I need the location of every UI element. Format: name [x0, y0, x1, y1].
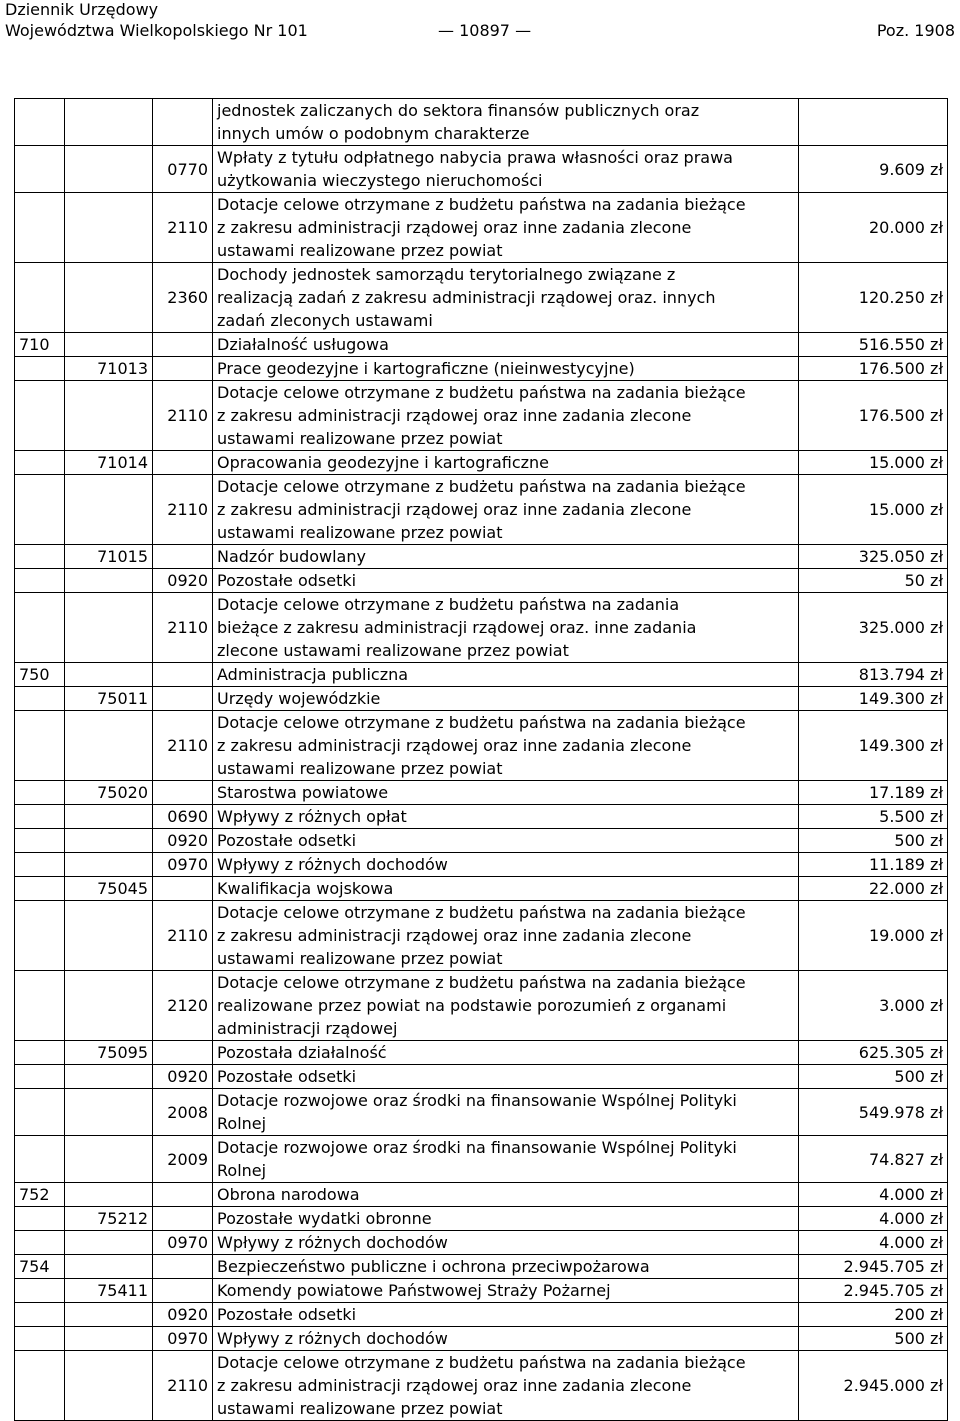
- amount-cell: 500 zł: [799, 829, 948, 853]
- amount-cell: 120.250 zł: [799, 263, 948, 333]
- table-row: [15, 569, 948, 593]
- table-row: [15, 475, 948, 545]
- paragraf-cell: 2110: [153, 475, 213, 545]
- amount-cell: 149.300 zł: [799, 687, 948, 711]
- paragraf-cell: 0920: [153, 1065, 213, 1089]
- description-cell: [213, 593, 799, 663]
- paragraf-cell: [153, 687, 213, 711]
- description-line: Administracja publiczna: [217, 665, 409, 684]
- table-row: [15, 1089, 948, 1136]
- paragraf-cell: [153, 1183, 213, 1207]
- dzial-cell: [15, 877, 65, 901]
- description-line: Nadzór budowlany: [217, 547, 366, 566]
- description-line: jednostek zaliczanych do sektora finansów publicznych oraz: [217, 101, 700, 120]
- paragraf-cell: [153, 1207, 213, 1231]
- paragraf-cell: [153, 357, 213, 381]
- table-row: [15, 357, 948, 381]
- table-row: [15, 711, 948, 781]
- paragraf-cell: [153, 99, 213, 146]
- description-cell: [213, 781, 799, 805]
- paragraf-cell: 2110: [153, 901, 213, 971]
- description-cell: [213, 1183, 799, 1207]
- description-line: zlecone ustawami realizowane przez powiat: [217, 641, 569, 660]
- table-row: [15, 1351, 948, 1421]
- table-row: [15, 1255, 948, 1279]
- table-row: [15, 193, 948, 263]
- paragraf-cell: 0920: [153, 569, 213, 593]
- dzial-cell: [15, 193, 65, 263]
- description-cell: [213, 99, 799, 146]
- paragraf-cell: 0920: [153, 1303, 213, 1327]
- description-line: Rolnej: [217, 1114, 267, 1133]
- description-line: Opracowania geodezyjne i kartograficzne: [217, 453, 550, 472]
- amount-cell: 2.945.705 zł: [799, 1279, 948, 1303]
- paragraf-cell: [153, 877, 213, 901]
- dzial-cell: [15, 971, 65, 1041]
- dzial-cell: [15, 1303, 65, 1327]
- rozdzial-cell: [65, 146, 153, 193]
- paragraf-cell: [153, 1041, 213, 1065]
- amount-cell: 19.000 zł: [799, 901, 948, 971]
- rozdzial-cell: [65, 569, 153, 593]
- description-line: Pozostałe odsetki: [217, 831, 357, 850]
- description-line: ustawami realizowane przez powiat: [217, 949, 503, 968]
- description-cell: [213, 263, 799, 333]
- rozdzial-cell: [65, 1183, 153, 1207]
- description-line: innych umów o podobnym charakterze: [217, 124, 530, 143]
- table-row: [15, 1207, 948, 1231]
- description-line: Pozostałe odsetki: [217, 1305, 357, 1324]
- amount-cell: 50 zł: [799, 569, 948, 593]
- paragraf-cell: [153, 451, 213, 475]
- description-line: Rolnej: [217, 1161, 267, 1180]
- dzial-cell: [15, 451, 65, 475]
- description-line: Starostwa powiatowe: [217, 783, 389, 802]
- dzial-cell: [15, 805, 65, 829]
- description-cell: [213, 1327, 799, 1351]
- table-row: [15, 381, 948, 451]
- amount-cell: 4.000 zł: [799, 1231, 948, 1255]
- description-line: Dochody jednostek samorządu terytorialnego związane z: [217, 265, 676, 284]
- dzial-cell: [15, 357, 65, 381]
- description-cell: [213, 901, 799, 971]
- paragraf-cell: 0690: [153, 805, 213, 829]
- amount-cell: 74.827 zł: [799, 1136, 948, 1183]
- description-line: Obrona narodowa: [217, 1185, 360, 1204]
- table-row: [15, 1303, 948, 1327]
- dzial-cell: [15, 1065, 65, 1089]
- description-line: z zakresu administracji rządowej oraz inne zadania zlecone: [217, 736, 692, 755]
- paragraf-cell: 2110: [153, 1351, 213, 1421]
- rozdzial-cell: [65, 99, 153, 146]
- rozdzial-cell: 71013: [65, 357, 153, 381]
- amount-cell: 516.550 zł: [799, 333, 948, 357]
- description-line: Wpływy z różnych dochodów: [217, 1329, 448, 1348]
- description-cell: [213, 1041, 799, 1065]
- description-cell: [213, 193, 799, 263]
- paragraf-cell: [153, 663, 213, 687]
- dzial-cell: 750: [15, 663, 65, 687]
- description-cell: [213, 805, 799, 829]
- paragraf-cell: [153, 781, 213, 805]
- table-row: [15, 1327, 948, 1351]
- rozdzial-cell: [65, 1089, 153, 1136]
- rozdzial-cell: [65, 663, 153, 687]
- rozdzial-cell: 71015: [65, 545, 153, 569]
- rozdzial-cell: [65, 263, 153, 333]
- description-line: administracji rządowej: [217, 1019, 398, 1038]
- amount-cell: 17.189 zł: [799, 781, 948, 805]
- paragraf-cell: 2008: [153, 1089, 213, 1136]
- dzial-cell: 752: [15, 1183, 65, 1207]
- description-line: Wpływy z różnych dochodów: [217, 855, 448, 874]
- dzial-cell: [15, 569, 65, 593]
- dzial-cell: [15, 263, 65, 333]
- description-line: Kwalifikacja wojskowa: [217, 879, 394, 898]
- description-cell: [213, 663, 799, 687]
- description-cell: [213, 1089, 799, 1136]
- description-line: z zakresu administracji rządowej oraz inne zadania zlecone: [217, 406, 692, 425]
- amount-cell: 500 zł: [799, 1327, 948, 1351]
- description-line: realizowane przez powiat na podstawie porozumień z organami: [217, 996, 727, 1015]
- description-cell: [213, 853, 799, 877]
- amount-cell: 4.000 zł: [799, 1183, 948, 1207]
- paragraf-cell: 0970: [153, 853, 213, 877]
- description-cell: [213, 1136, 799, 1183]
- description-cell: [213, 333, 799, 357]
- amount-cell: 500 zł: [799, 1065, 948, 1089]
- rozdzial-cell: [65, 381, 153, 451]
- dzial-cell: [15, 1089, 65, 1136]
- description-line: bieżące z zakresu administracji rządowej oraz. inne zadania: [217, 618, 697, 637]
- paragraf-cell: 0920: [153, 829, 213, 853]
- description-line: Dotacje celowe otrzymane z budżetu państwa na zadania bieżące: [217, 195, 746, 214]
- description-cell: [213, 146, 799, 193]
- amount-cell: 22.000 zł: [799, 877, 948, 901]
- amount-cell: 5.500 zł: [799, 805, 948, 829]
- description-line: Pozostałe odsetki: [217, 1067, 357, 1086]
- rozdzial-cell: [65, 1303, 153, 1327]
- description-line: ustawami realizowane przez powiat: [217, 1399, 503, 1418]
- table-row: [15, 146, 948, 193]
- description-cell: [213, 711, 799, 781]
- amount-cell: 325.000 zł: [799, 593, 948, 663]
- rozdzial-cell: [65, 1136, 153, 1183]
- description-cell: [213, 1303, 799, 1327]
- description-line: Wpływy z różnych opłat: [217, 807, 407, 826]
- rozdzial-cell: 75045: [65, 877, 153, 901]
- page-header: [5, 0, 955, 44]
- dzial-cell: [15, 99, 65, 146]
- amount-cell: 176.500 zł: [799, 381, 948, 451]
- table-row: [15, 829, 948, 853]
- description-line: ustawami realizowane przez powiat: [217, 429, 503, 448]
- amount-cell: 149.300 zł: [799, 711, 948, 781]
- table-row: [15, 333, 948, 357]
- dzial-cell: [15, 711, 65, 781]
- position-number: Poz. 1908: [876, 21, 955, 40]
- description-line: Dotacje celowe otrzymane z budżetu państwa na zadania bieżące: [217, 1353, 746, 1372]
- amount-cell: 15.000 zł: [799, 451, 948, 475]
- description-cell: [213, 1279, 799, 1303]
- paragraf-cell: 0770: [153, 146, 213, 193]
- description-line: użytkowania wieczystego nieruchomości: [217, 171, 543, 190]
- table-row: [15, 971, 948, 1041]
- description-cell: [213, 971, 799, 1041]
- description-line: z zakresu administracji rządowej oraz inne zadania zlecone: [217, 926, 692, 945]
- paragraf-cell: 2360: [153, 263, 213, 333]
- amount-cell: 2.945.705 zł: [799, 1255, 948, 1279]
- table-row: [15, 805, 948, 829]
- amount-cell: 325.050 zł: [799, 545, 948, 569]
- description-line: z zakresu administracji rządowej oraz inne zadania zlecone: [217, 218, 692, 237]
- dzial-cell: [15, 829, 65, 853]
- table-row: [15, 853, 948, 877]
- description-line: Pozostałe wydatki obronne: [217, 1209, 432, 1228]
- description-cell: [213, 1065, 799, 1089]
- amount-cell: [799, 99, 948, 146]
- dzial-cell: [15, 687, 65, 711]
- paragraf-cell: 0970: [153, 1327, 213, 1351]
- dzial-cell: [15, 1327, 65, 1351]
- paragraf-cell: 2120: [153, 971, 213, 1041]
- description-cell: [213, 451, 799, 475]
- table-row: [15, 263, 948, 333]
- paragraf-cell: 2110: [153, 381, 213, 451]
- amount-cell: 549.978 zł: [799, 1089, 948, 1136]
- description-line: Dotacje celowe otrzymane z budżetu państwa na zadania bieżące: [217, 903, 746, 922]
- description-cell: [213, 877, 799, 901]
- table-row: [15, 1041, 948, 1065]
- rozdzial-cell: 71014: [65, 451, 153, 475]
- rozdzial-cell: 75212: [65, 1207, 153, 1231]
- dzial-cell: 710: [15, 333, 65, 357]
- amount-cell: 813.794 zł: [799, 663, 948, 687]
- description-line: ustawami realizowane przez powiat: [217, 523, 503, 542]
- rozdzial-cell: [65, 805, 153, 829]
- table-row: [15, 451, 948, 475]
- description-cell: [213, 381, 799, 451]
- description-cell: [213, 475, 799, 545]
- dzial-cell: [15, 1207, 65, 1231]
- description-cell: [213, 829, 799, 853]
- amount-cell: 2.945.000 zł: [799, 1351, 948, 1421]
- rozdzial-cell: [65, 901, 153, 971]
- paragraf-cell: [153, 1279, 213, 1303]
- description-line: Dotacje celowe otrzymane z budżetu państwa na zadania bieżące: [217, 477, 746, 496]
- journal-title: Dziennik Urzędowy: [5, 0, 159, 19]
- amount-cell: 176.500 zł: [799, 357, 948, 381]
- rozdzial-cell: 75411: [65, 1279, 153, 1303]
- description-line: Dotacje celowe otrzymane z budżetu państwa na zadania: [217, 595, 680, 614]
- paragraf-cell: 0970: [153, 1231, 213, 1255]
- description-line: Urzędy wojewódzkie: [217, 689, 381, 708]
- description-line: Pozostała działalność: [217, 1043, 387, 1062]
- table-row: [15, 593, 948, 663]
- description-line: Prace geodezyjne i kartograficzne (nieinwestycyjne): [217, 359, 635, 378]
- description-line: ustawami realizowane przez powiat: [217, 241, 503, 260]
- description-line: Działalność usługowa: [217, 335, 389, 354]
- dzial-cell: [15, 1351, 65, 1421]
- description-line: z zakresu administracji rządowej oraz inne zadania zlecone: [217, 1376, 692, 1395]
- description-line: Wpływy z różnych dochodów: [217, 1233, 448, 1252]
- description-cell: [213, 1255, 799, 1279]
- rozdzial-cell: [65, 1351, 153, 1421]
- rozdzial-cell: [65, 711, 153, 781]
- rozdzial-cell: [65, 193, 153, 263]
- rozdzial-cell: [65, 593, 153, 663]
- description-line: Dotacje rozwojowe oraz środki na finansowanie Wspólnej Polityki: [217, 1138, 737, 1157]
- rozdzial-cell: [65, 829, 153, 853]
- rozdzial-cell: [65, 475, 153, 545]
- description-cell: [213, 357, 799, 381]
- rozdzial-cell: [65, 1231, 153, 1255]
- table-row: [15, 1183, 948, 1207]
- table-row: [15, 781, 948, 805]
- amount-cell: 9.609 zł: [799, 146, 948, 193]
- description-cell: [213, 569, 799, 593]
- description-line: ustawami realizowane przez powiat: [217, 759, 503, 778]
- table-row: [15, 1136, 948, 1183]
- rozdzial-cell: [65, 971, 153, 1041]
- amount-cell: 4.000 zł: [799, 1207, 948, 1231]
- dzial-cell: 754: [15, 1255, 65, 1279]
- dzial-cell: [15, 381, 65, 451]
- paragraf-cell: [153, 545, 213, 569]
- budget-income-table: [14, 98, 948, 1421]
- description-cell: [213, 1351, 799, 1421]
- table-row: [15, 901, 948, 971]
- page-number: — 10897 —: [438, 21, 532, 40]
- amount-cell: 625.305 zł: [799, 1041, 948, 1065]
- budget-table-body: [15, 99, 948, 1421]
- rozdzial-cell: 75011: [65, 687, 153, 711]
- amount-cell: 15.000 zł: [799, 475, 948, 545]
- dzial-cell: [15, 781, 65, 805]
- dzial-cell: [15, 901, 65, 971]
- paragraf-cell: [153, 1255, 213, 1279]
- description-line: Bezpieczeństwo publiczne i ochrona przeciwpożarowa: [217, 1257, 650, 1276]
- rozdzial-cell: [65, 853, 153, 877]
- dzial-cell: [15, 146, 65, 193]
- paragraf-cell: 2110: [153, 593, 213, 663]
- rozdzial-cell: [65, 333, 153, 357]
- rozdzial-cell: [65, 1327, 153, 1351]
- table-row: [15, 1279, 948, 1303]
- description-line: Pozostałe odsetki: [217, 571, 357, 590]
- dzial-cell: [15, 545, 65, 569]
- paragraf-cell: 2110: [153, 193, 213, 263]
- amount-cell: 20.000 zł: [799, 193, 948, 263]
- description-line: Dotacje celowe otrzymane z budżetu państwa na zadania bieżące: [217, 713, 746, 732]
- description-line: z zakresu administracji rządowej oraz inne zadania zlecone: [217, 500, 692, 519]
- description-cell: [213, 687, 799, 711]
- rozdzial-cell: [65, 1065, 153, 1089]
- dzial-cell: [15, 475, 65, 545]
- description-cell: [213, 1207, 799, 1231]
- amount-cell: 200 zł: [799, 1303, 948, 1327]
- paragraf-cell: [153, 333, 213, 357]
- dzial-cell: [15, 593, 65, 663]
- description-cell: [213, 1231, 799, 1255]
- table-row: [15, 545, 948, 569]
- description-line: Komendy powiatowe Państwowej Straży Pożarnej: [217, 1281, 611, 1300]
- table-row: [15, 99, 948, 146]
- table-row: [15, 663, 948, 687]
- table-row: [15, 877, 948, 901]
- dzial-cell: [15, 1136, 65, 1183]
- paragraf-cell: 2110: [153, 711, 213, 781]
- journal-issue: Województwa Wielkopolskiego Nr 101: [5, 21, 308, 40]
- description-line: Wpłaty z tytułu odpłatnego nabycia prawa własności oraz prawa: [217, 148, 733, 167]
- paragraf-cell: 2009: [153, 1136, 213, 1183]
- description-line: realizacją zadań z zakresu administracji rządowej oraz. innych: [217, 288, 716, 307]
- amount-cell: 3.000 zł: [799, 971, 948, 1041]
- amount-cell: 11.189 zł: [799, 853, 948, 877]
- table-row: [15, 687, 948, 711]
- description-line: Dotacje celowe otrzymane z budżetu państwa na zadania bieżące: [217, 973, 746, 992]
- description-line: Dotacje rozwojowe oraz środki na finansowanie Wspólnej Polityki: [217, 1091, 737, 1110]
- description-line: zadań zleconych ustawami: [217, 311, 433, 330]
- dzial-cell: [15, 1231, 65, 1255]
- rozdzial-cell: [65, 1255, 153, 1279]
- dzial-cell: [15, 1041, 65, 1065]
- dzial-cell: [15, 1279, 65, 1303]
- rozdzial-cell: 75020: [65, 781, 153, 805]
- description-line: Dotacje celowe otrzymane z budżetu państwa na zadania bieżące: [217, 383, 746, 402]
- dzial-cell: [15, 853, 65, 877]
- description-cell: [213, 545, 799, 569]
- table-row: [15, 1065, 948, 1089]
- rozdzial-cell: 75095: [65, 1041, 153, 1065]
- table-row: [15, 1231, 948, 1255]
